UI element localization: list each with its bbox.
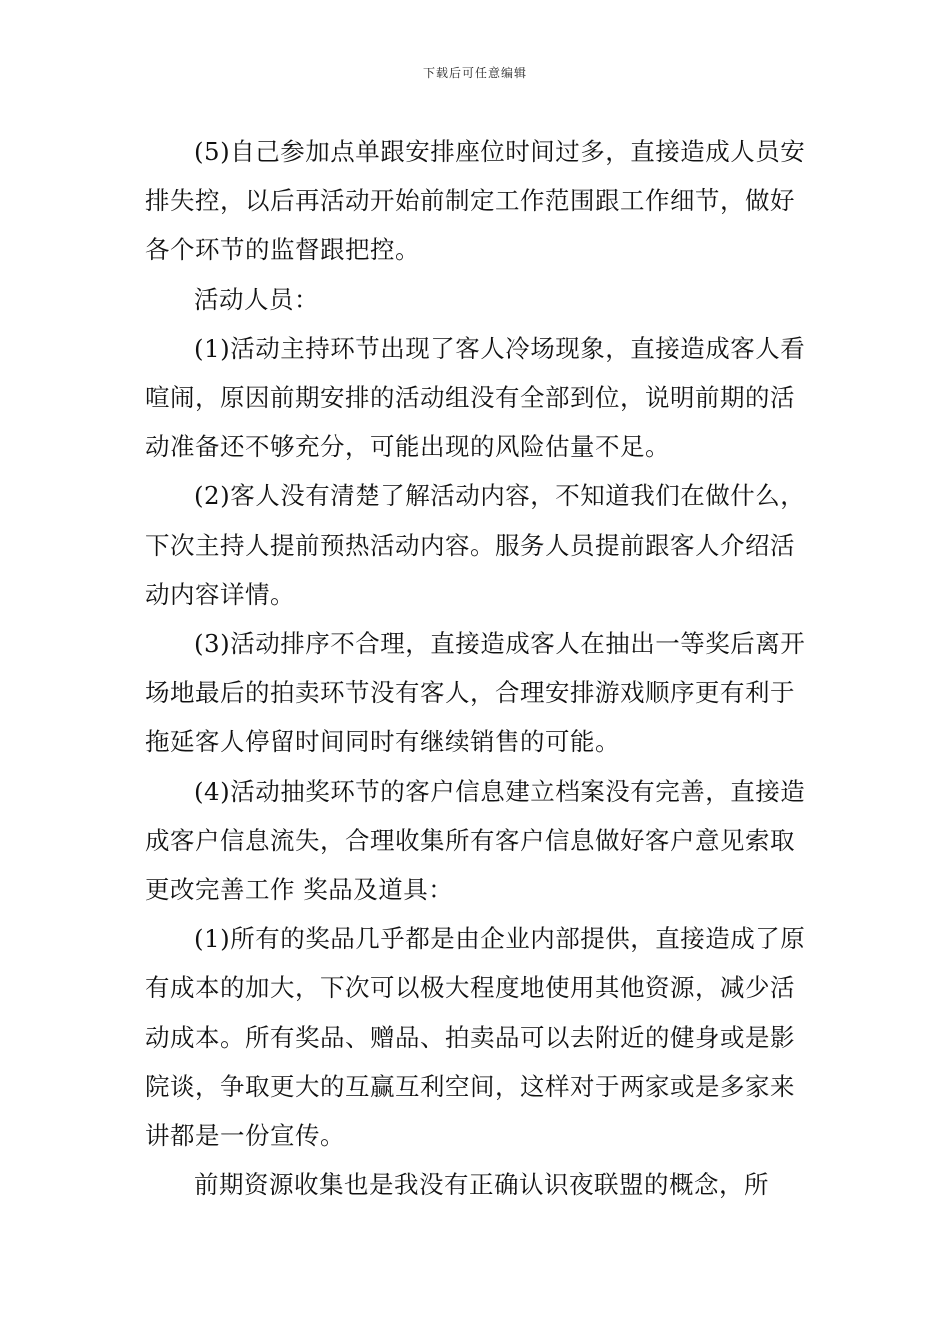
paragraph: (2)客人没有清楚了解活动内容，不知道我们在做什么，下次主持人提前预热活动内容。服务人员提前跟客人介绍活动内容详情。	[145, 481, 806, 609]
paragraph: (4)活动抽奖环节的客户信息建立档案没有完善，直接造成客户信息流失，合理收集所有客户信息做好客户意见索取更改完善工作 奖品及道具：	[145, 776, 806, 905]
paragraph: 前期资源收集也是我没有正确认识夜联盟的概念，所	[194, 1170, 769, 1200]
page-header: 下载后可任意编辑	[422, 66, 527, 80]
document-body	[145, 127, 810, 1209]
paragraph: (1)所有的奖品几乎都是由企业内部提供，直接造成了原有成本的加大，下次可以极大程度地使用其他资源，减少活动成本。所有奖品、赠品、拍卖品可以去附近的健身或是影院谈，争取更大的互赢互利空间，这样对于两家或是多家来讲都是一份宣传。	[145, 924, 806, 1151]
paragraph: (3)活动排序不合理，直接造成客人在抽出一等奖后离开场地最后的拍卖环节没有客人，合理安排游戏顺序更有利于拖延客人停留时间同时有继续销售的可能。	[145, 629, 806, 757]
paragraph: (1)活动主持环节出现了客人冷场现象，直接造成客人看喧闹，原因前期安排的活动组没有全部到位，说明前期的活动准备还不够充分，可能出现的风险估量不足。	[145, 333, 806, 462]
section-heading: 活动人员：	[194, 284, 319, 314]
paragraph: (5)自己参加点单跟安排座位时间过多，直接造成人员安排失控，以后再活动开始前制定工作范围跟工作细节，做好各个环节的监督跟把控。	[145, 137, 806, 265]
